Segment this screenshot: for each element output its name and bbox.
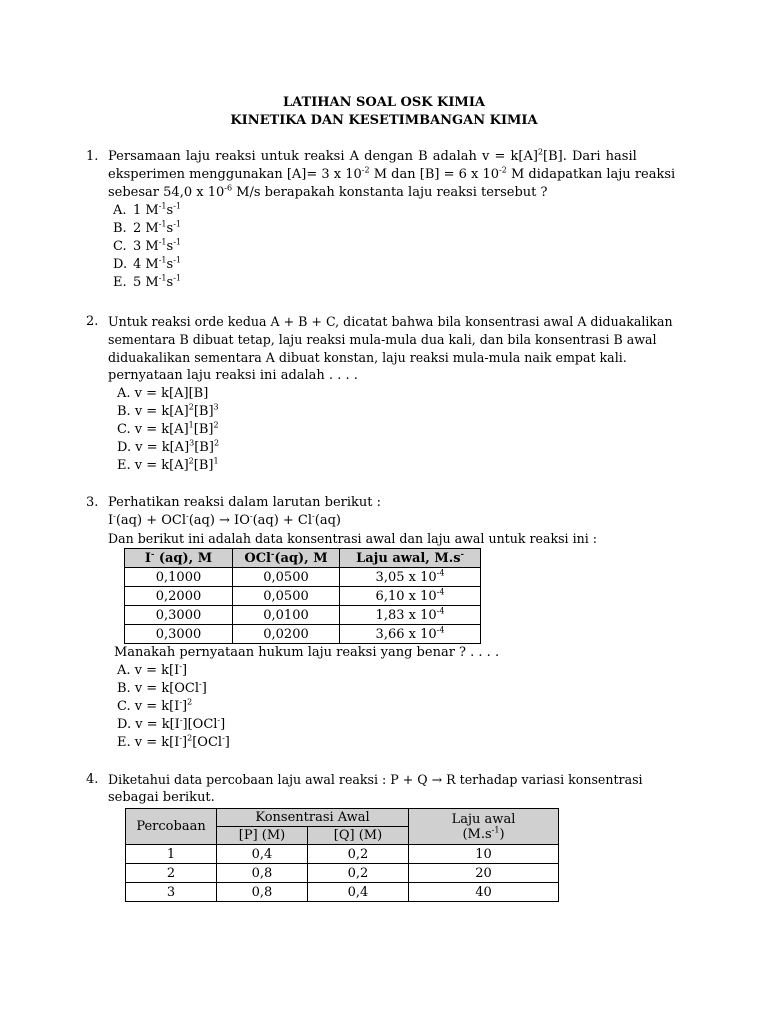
answer-option: D. v = k[I-][OCl-] [117, 715, 226, 732]
table-cell: 0,2 [308, 845, 409, 864]
question-text-line: sementara B dibuat tetap, laju reaksi mula-mula dua kali, dan bila konsentrasi B awal [108, 332, 657, 347]
table-header-cell: Laju awal $(M.s^{-1})$ [409, 809, 559, 845]
question-number: 2. [86, 314, 99, 329]
table-header-cell: Konsentrasi Awal [217, 809, 409, 827]
table-header-cell: OCl-(aq), M [233, 549, 340, 568]
table-cell: 0,2 [308, 864, 409, 883]
question-text-line: eksperimen menggunakan [A]= 3 x $10^{-2}$ M dan [B] = 6 x $10^{-2}$ M didapatkan laju reaksi [108, 165, 676, 182]
table-row [125, 568, 481, 587]
table-cell: 20 [409, 864, 559, 883]
answer-option: A. v = k[A][B] [117, 386, 209, 401]
answer-option: C. $v = k[I^-]^2$ [117, 697, 193, 714]
table-cell: 3,66 x $10^{-4}$ [340, 625, 481, 644]
question-number: 4. [86, 772, 99, 787]
table-cell: 0,0500 [233, 568, 340, 587]
question-number: 3. [86, 495, 99, 510]
answer-option: B. v = k[OCl-] [117, 679, 207, 696]
table-cell: 3,05 x $10^{-4}$ [340, 568, 481, 587]
answer-option: E. 5 $M^{-1}s^{-1}$ [113, 273, 181, 290]
table-cell: 0,0500 [233, 587, 340, 606]
question-text-line: Persamaan laju reaksi untuk reaksi A dengan B adalah $v = k[A]^2[B]$. Dari hasil [108, 147, 637, 164]
table-cell: 0,0100 [233, 606, 340, 625]
reaction-equation: I-(aq) + OCl-(aq) → IO-(aq) + Cl-(aq) [108, 511, 341, 528]
answer-option: A. 1 $M^{-1}s^{-1}$ [113, 201, 181, 218]
answer-option: E. $v = k[A]^2[B]^1$ [117, 456, 219, 473]
table-cell: 40 [409, 883, 559, 902]
table-header-row [126, 809, 559, 827]
table-cell: 0,0200 [233, 625, 340, 644]
table-cell: 0,8 [217, 883, 308, 902]
question-text-line: sebesar 54,0 x $10^{-6}$ M/s berapakah konstanta laju reaksi tersebut ? [108, 183, 548, 200]
table-cell: 0,8 [217, 864, 308, 883]
question-text-line: Dan berikut ini adalah data konsentrasi awal dan laju awal untuk reaksi ini : [108, 531, 598, 546]
table-cell: 0,1000 [125, 568, 233, 587]
question-number: 1. [86, 149, 99, 164]
answer-option: A. v = k[I-] [117, 661, 188, 678]
answer-option: C. $v = k[A]^1[B]^2$ [117, 420, 219, 437]
table-row [126, 845, 559, 864]
table-header-cell: [Q] (M) [308, 827, 409, 845]
answer-option: D. $v = k[A]^3[B]^2$ [117, 438, 220, 455]
table-row [126, 883, 559, 902]
question-text-line: pernyataan laju reaksi ini adalah . . . . [108, 368, 358, 383]
table-header-row [125, 549, 481, 568]
table-header-cell: Percobaan [126, 809, 217, 845]
answer-option: B. $v = k[A]^2[B]^3$ [117, 402, 219, 419]
table-cell: 10 [409, 845, 559, 864]
table-cell: 0,4 [217, 845, 308, 864]
answer-option: B. 2 $M^{-1}s^{-1}$ [113, 219, 181, 236]
table-row [125, 587, 481, 606]
table-cell: 0,4 [308, 883, 409, 902]
question-text-line: Untuk reaksi orde kedua A + B + C, dicatat bahwa bila konsentrasi awal A diduakalikan [108, 314, 673, 329]
table-cell: 3 [126, 883, 217, 902]
table-header-cell: [P] (M) [217, 827, 308, 845]
table-cell: 6,10 x $10^{-4}$ [340, 587, 481, 606]
table-cell: 0,2000 [125, 587, 233, 606]
page-subtitle: KINETIKA DAN KESETIMBANGAN KIMIA [230, 113, 538, 128]
data-table [125, 808, 559, 902]
question-text-line: sebagai berikut. [108, 790, 215, 805]
table-cell: 0,3000 [125, 606, 233, 625]
page-title: LATIHAN SOAL OSK KIMIA [283, 95, 485, 110]
table-cell: 1,83 x $10^{-4}$ [340, 606, 481, 625]
table-cell: 0,3000 [125, 625, 233, 644]
data-table [124, 548, 481, 644]
question-text-line: Perhatikan reaksi dalam larutan berikut : [108, 495, 381, 510]
answer-option: D. 4 $M^{-1}s^{-1}$ [113, 255, 181, 272]
table-header-cell: I- (aq), M [125, 549, 233, 568]
question-text-line: Diketahui data percobaan laju awal reaksi : P + Q → R terhadap variasi konsentrasi [108, 772, 643, 787]
table-cell: 2 [126, 864, 217, 883]
answer-option: E. $v = k[I^-]^2[OCl^-]$ [117, 733, 230, 750]
table-row [126, 864, 559, 883]
table-cell: 1 [126, 845, 217, 864]
table-row [125, 625, 481, 644]
table-header-cell: Laju awal, M.s- [340, 549, 481, 568]
question-prompt: Manakah pernyataan hukum laju reaksi yang benar ? . . . . [114, 645, 500, 660]
table-row [125, 606, 481, 625]
question-text-line: diduakalikan sementara A dibuat konstan, laju reaksi mula-mula naik empat kali. [108, 350, 627, 365]
answer-option: C. 3 $M^{-1}s^{-1}$ [113, 237, 181, 254]
